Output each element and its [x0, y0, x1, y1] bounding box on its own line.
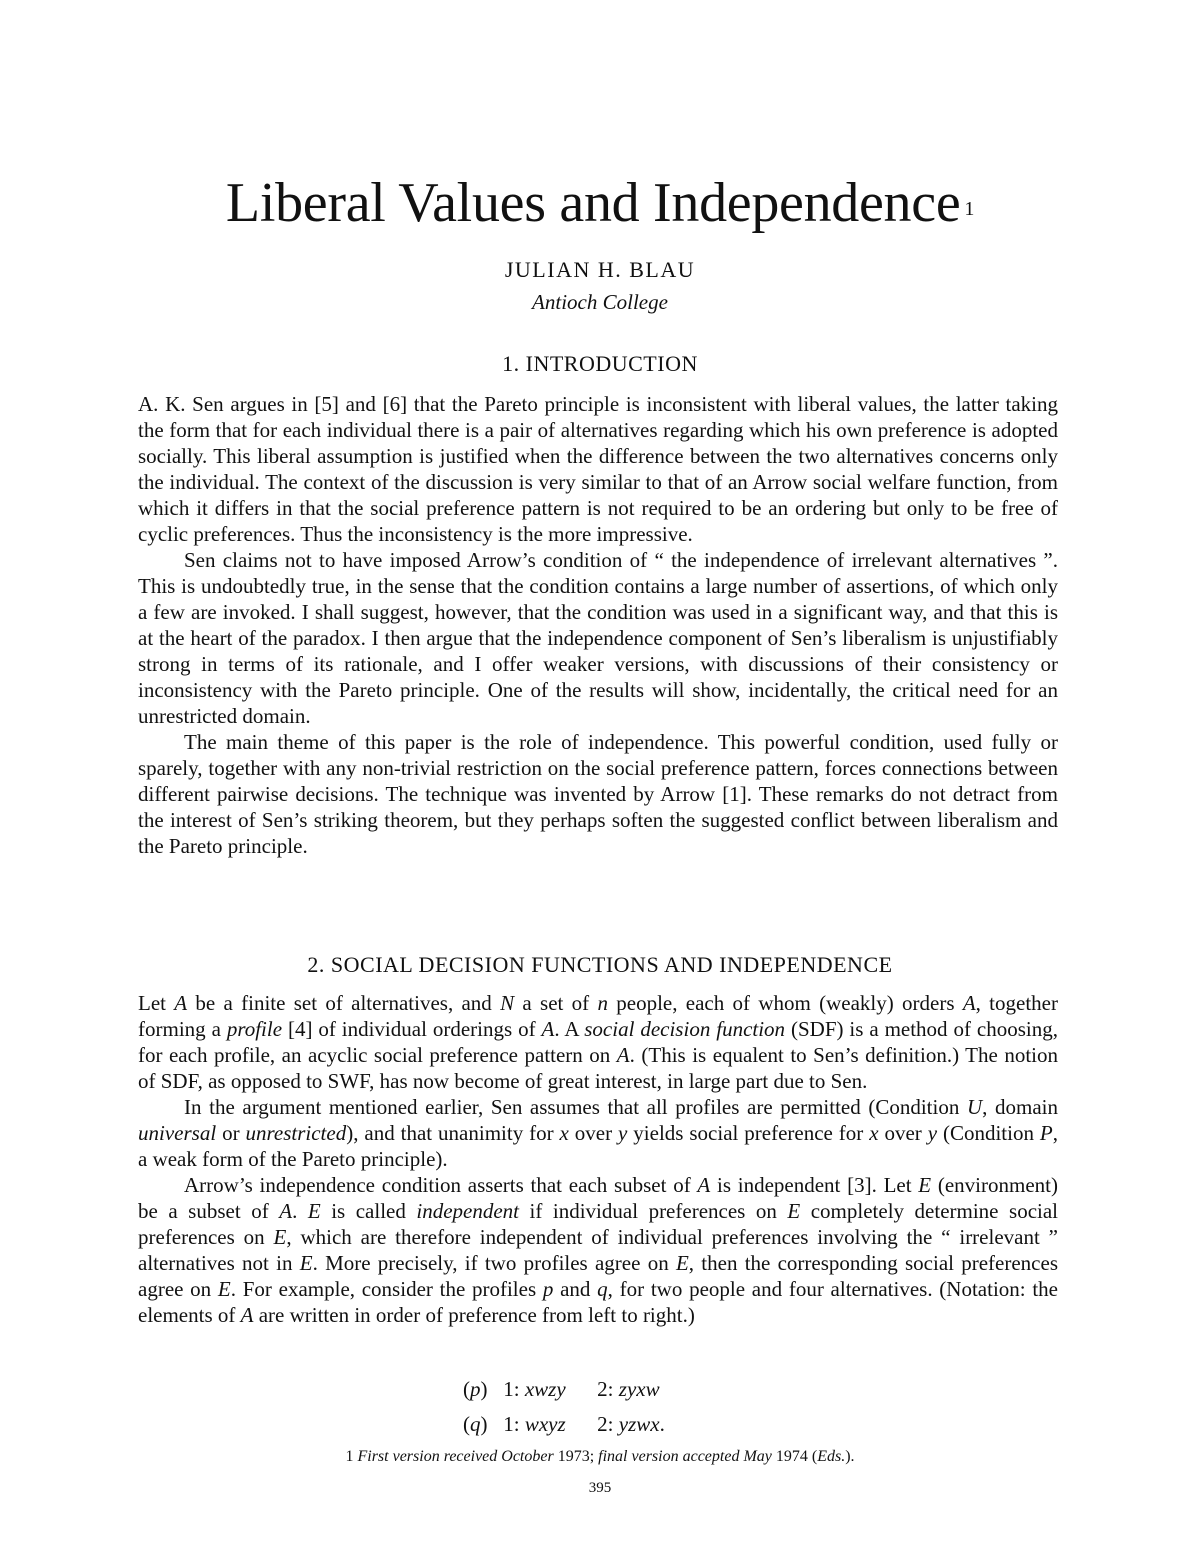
- section-heading-sdf: 2. SOCIAL DECISION FUNCTIONS AND INDEPENDENCE: [307, 952, 893, 977]
- page-number: 395: [588, 1480, 612, 1496]
- section2-paragraph-1: Let A be a finite set of alternatives, and N a set of n people, each of whom (weakly) orders A, together forming a profile [4] of individual orderings of A. A social decision function (SDF) is a method of choosing, for each profile, an acyclic social preference pattern on A. (This is equalent to Sen’s definition.) The notion of SDF, as opposed to SWF, has now become of great interest, in large part due to Sen.: [138, 991, 1058, 1093]
- person-2-label: 2:: [597, 1412, 614, 1436]
- intro-paragraph-3: The main theme of this paper is the role of independence. This powerful condition, used fully or sparely, together with any non-trivial restriction on the social preference pattern, forces connections between different pairwise decisions. The technique was invented by Arrow [1]. These remarks do not detract from the interest of Sen’s striking theorem, but they perhaps soften the suggested conflict between liberalism and the Pareto principle.: [138, 730, 1058, 858]
- title-text: Liberal Values and Independence: [225, 172, 961, 234]
- paper-title: [0, 168, 1200, 238]
- author-affiliation: Antioch College: [532, 290, 668, 314]
- line-end: .: [659, 1412, 665, 1436]
- person-1-label: 1:: [503, 1412, 520, 1436]
- person-1-label: 1:: [503, 1377, 520, 1401]
- profile-label: q: [470, 1412, 481, 1436]
- section2-paragraph-2: In the argument mentioned earlier, Sen assumes that all profiles are permitted (Condition U, domain universal or unrestricted), and that unanimity for x over y yields social preference for x over y (Condition P, a weak form of the Pareto principle).: [138, 1095, 1058, 1171]
- person-1-ordering: wxyz: [524, 1412, 566, 1436]
- person-2-ordering: zyxw: [618, 1377, 660, 1401]
- section2-body: [138, 990, 1058, 1328]
- footnote-mark: 1: [345, 1448, 354, 1465]
- introduction-body: [138, 391, 1058, 859]
- intro-paragraph-2: Sen claims not to have imposed Arrow’s condition of “ the independence of irrelevant alternatives ”. This is undoubtedly true, in the sense that the condition contains a large number of assertions, of which only a few are invoked. I shall suggest, however, that the condition was used in a significant way, and that this is at the heart of the paradox. I then argue that the independence component of Sen’s liberalism is unjustifiably strong in terms of its rationale, and I offer weaker versions, with discussions of their consistency or inconsistency with the Pareto principle. One of the results will show, incidentally, the critical need for an unrestricted domain.: [138, 548, 1058, 728]
- section-heading-introduction: 1. INTRODUCTION: [502, 351, 698, 376]
- profile-label: p: [470, 1377, 481, 1401]
- intro-paragraph-1: A. K. Sen argues in [5] and [6] that the Pareto principle is inconsistent with liberal values, the latter taking the form that for each individual there is a pair of alternatives regarding which his own preference is adopted socially. This liberal assumption is justified when the difference between the two alternatives concerns only the individual. The context of the discussion is very similar to that of an Arrow social welfare function, from which it differs in that the social preference pattern is not required to be an ordering but only to be free of cyclic preferences. Thus the inconsistency is the more impressive.: [138, 392, 1058, 546]
- title-footnote-mark: 1: [964, 198, 975, 220]
- section2-paragraph-3: Arrow’s independence condition asserts that each subset of A is independent [3]. Let E (environment) be a subset of A. E is called independent if individual preferences on E completely determine social preferences on E, which are therefore independent of individual preferences involving the “ irrelevant ” alternatives not in E. More precisely, if two profiles agree on E, then the corresponding social preferences agree on E. For example, consider the profiles p and q, for two people and four alternatives. (Notation: the elements of A are written in order of preference from left to right.): [138, 1173, 1059, 1327]
- person-1-ordering: xwzy: [524, 1377, 566, 1401]
- person-2-label: 2:: [597, 1377, 614, 1401]
- footnote-text: First version received October 1973; final version accepted May 1974 (Eds.).: [357, 1448, 855, 1465]
- footnote: [0, 1448, 1200, 1466]
- author-name: JULIAN H. BLAU: [504, 257, 696, 282]
- person-2-ordering: yzwx: [618, 1412, 660, 1436]
- profile-q-line: (q) 1: wxyz 2: yzwx.: [463, 1412, 665, 1436]
- profile-p-line: (p) 1: xwzy 2: zyxw: [463, 1377, 660, 1401]
